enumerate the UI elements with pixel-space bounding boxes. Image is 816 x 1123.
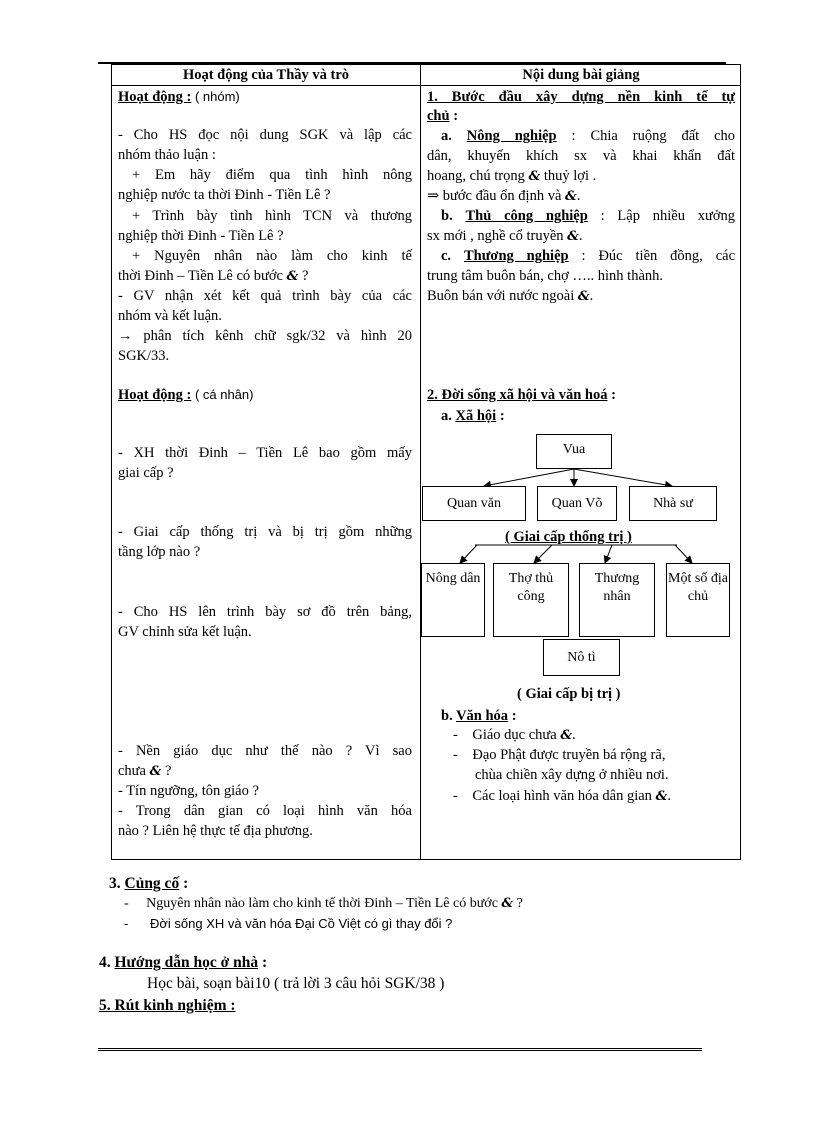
section-2-title: 2. Đời sống xã hội và văn hoá : — [427, 387, 616, 403]
ampersand-symbol: & — [286, 269, 299, 284]
lesson-table — [111, 64, 741, 860]
social-subtitle: a. Xã hội : — [441, 408, 505, 424]
review-item: - Đời sống XH và văn hóa Đại Cồ Việt có gì thay đổi ? — [124, 916, 453, 931]
left-line: nghiệp thời Đinh - Tiền Lê ? — [118, 228, 284, 244]
craft-line: b. Thủ công nghiệp : Lập nhiều xưởng — [441, 208, 736, 224]
review-item: - Nguyên nhân nào làm cho kinh tế thời Đinh – Tiền Lê có bước & ? — [124, 896, 523, 911]
left-line: nhóm và kết luận. — [118, 308, 222, 324]
question: GV chỉnh sửa kết luận. — [118, 624, 252, 640]
question: - Cho HS lên trình bày sơ đồ trên bảng, — [118, 604, 412, 620]
box-peasants: Nông dân — [421, 563, 485, 637]
agri-line: dân, khuyến khích sx và khai khẩn đất — [427, 148, 735, 164]
class-diagram-arrows — [112, 65, 740, 859]
section-1-title: 1. Bước đầu xây dựng nền kinh tế tự — [427, 89, 735, 105]
question: - Trong dân gian có loại hình văn hóa — [118, 803, 412, 819]
box-merchants: Thương nhân — [579, 563, 655, 637]
activity-2-heading: Hoạt động : ( cá nhân) — [118, 387, 254, 403]
homework-text: Học bài, soạn bài10 ( trả lời 3 câu hỏi SGK/38 ) — [147, 975, 445, 992]
trade-line: trung tâm buôn bán, chợ ….. hình thành. — [427, 268, 664, 284]
section-1-title-cont: chủ : — [427, 108, 459, 124]
craft-line: sx mới , nghề cổ truyền &. — [427, 228, 583, 244]
box-military-officials: Quan Võ — [537, 486, 617, 521]
ampersand-symbol: & — [149, 764, 162, 779]
left-line: + Trình bày tình hình TCN và thương — [132, 208, 412, 224]
header-right: Nội dung bài giảng — [522, 67, 640, 83]
header-left: Hoạt động của Thầy và trò — [182, 67, 350, 83]
box-king: Vua — [536, 434, 612, 469]
question: - Giai cấp thống trị và bị trị gồm những — [118, 524, 412, 540]
section-4-title: 4. Hướng dẫn học ở nhà : — [99, 954, 268, 971]
agri-line: a. Nông nghiệp : Chia ruộng đất cho — [441, 128, 736, 144]
box-slaves: Nô tì — [543, 639, 620, 676]
culture-item: - Đạo Phật được truyền bá rộng rã, — [453, 747, 666, 763]
box-landlords: Một số địa chủ — [666, 563, 730, 637]
question: chưa & ? — [118, 763, 172, 779]
question: tầng lớp nào ? — [118, 544, 201, 560]
question: - Tín ngưỡng, tôn giáo ? — [118, 783, 259, 799]
left-line: + Em hãy điểm qua tình hình nông — [132, 167, 412, 183]
activity-1-heading: Hoạt động : ( nhóm) — [118, 89, 240, 105]
left-line: SGK/33. — [118, 348, 170, 364]
agri-line: ⇒ bước đầu ổn định và &. — [427, 188, 581, 204]
ruling-class-caption: ( Giai cấp thống trị ) — [505, 529, 632, 545]
culture-item: - Các loại hình văn hóa dân gian &. — [453, 788, 671, 804]
box-civil-officials: Quan văn — [422, 486, 526, 521]
ruled-class-caption: ( Giai cấp bị trị ) — [517, 686, 621, 702]
culture-item: chùa chiền xây dựng ở nhiều nơi. — [475, 767, 669, 783]
culture-item: - Giáo dục chưa &. — [453, 727, 576, 743]
culture-subtitle: b. Văn hóa : — [441, 708, 517, 724]
section-5-title: 5. Rút kinh nghiệm : — [99, 997, 236, 1014]
left-line: thời Đinh – Tiền Lê có bước & ? — [118, 268, 309, 284]
left-line: → phân tích kênh chữ sgk/32 và hình 20 — [118, 328, 412, 344]
left-line: nghiệp nước ta thời Đinh - Tiền Lê ? — [118, 187, 331, 203]
box-artisans: Thợ thủ công — [493, 563, 569, 637]
section-3-title: 3. Củng cố : — [109, 875, 189, 892]
agri-line: hoang, chú trọng & thuỷ lợi . — [427, 168, 597, 184]
box-monks: Nhà sư — [629, 486, 717, 521]
question: giai cấp ? — [118, 465, 174, 481]
left-line: - GV nhận xét kết quả trình bày của các — [118, 288, 412, 304]
question: - Nền giáo dục như thế nào ? Vì sao — [118, 743, 412, 759]
question: - XH thời Đinh – Tiền Lê bao gồm mấy — [118, 445, 412, 461]
bottom-rule — [98, 1048, 702, 1051]
trade-line: Buôn bán với nước ngoài &. — [427, 288, 594, 304]
left-line: - Cho HS đọc nội dung SGK và lập các — [118, 127, 412, 143]
left-line: nhóm thảo luận : — [118, 147, 216, 163]
trade-line: c. Thương nghiệp : Đúc tiền đồng, các — [441, 248, 736, 264]
left-line: + Nguyên nhân nào làm cho kinh tế — [132, 248, 412, 264]
question: nào ? Liên hệ thực tế địa phương. — [118, 823, 313, 839]
